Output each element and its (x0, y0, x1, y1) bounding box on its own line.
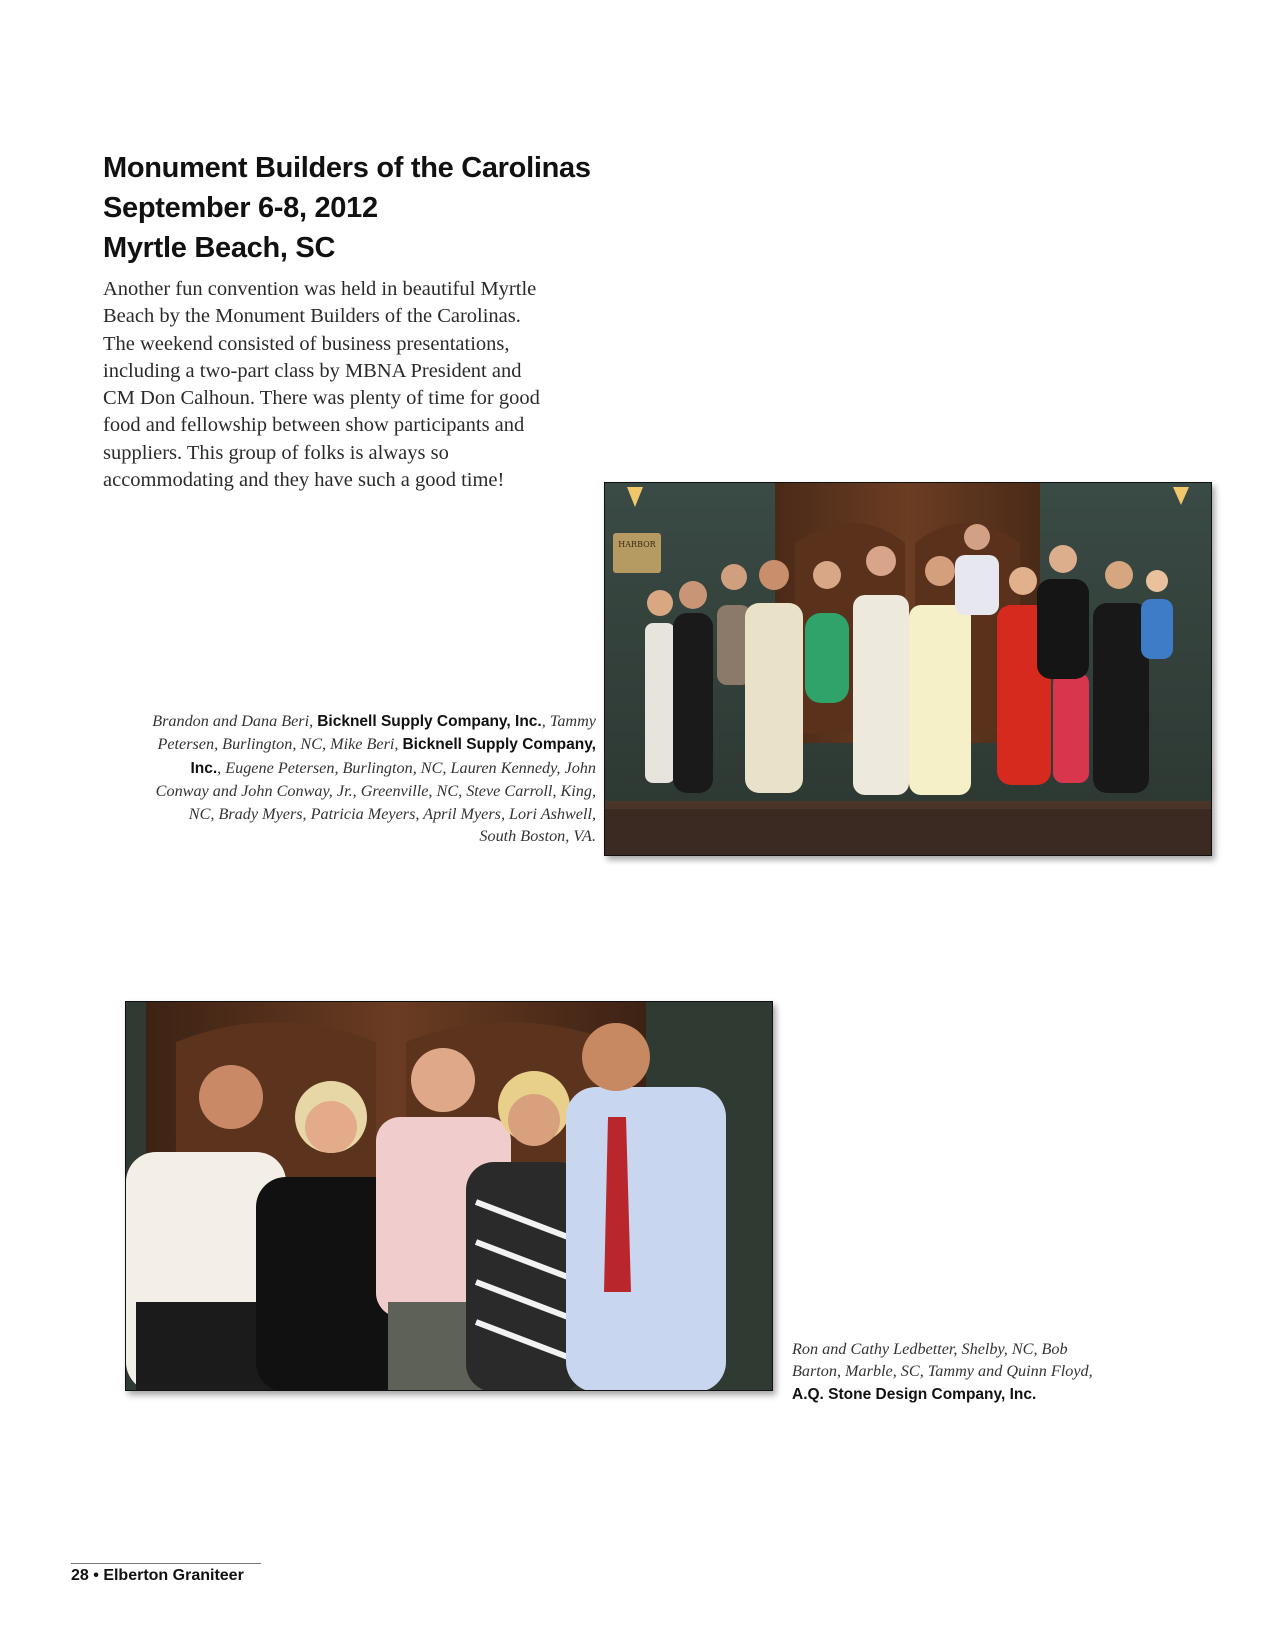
caption2-company-1: A.Q. Stone Design Company, Inc. (792, 1385, 1037, 1403)
caption1-company-1: Bicknell Supply Company, Inc. (317, 713, 542, 730)
footer-rule (71, 1563, 261, 1564)
group-photo-illustration (605, 483, 1211, 855)
harbor-sign-text: HARBOR (618, 540, 656, 549)
page-footer (71, 1567, 244, 1585)
headline-line-1: Monument Builders of the Carolinas (103, 152, 591, 184)
publication-name: Elberton Graniteer (103, 1567, 244, 1584)
five-person-photo-caption (792, 1338, 1112, 1406)
headline-line-3: Myrtle Beach, SC (103, 232, 336, 264)
group-photo (604, 482, 1212, 856)
article-headline (103, 148, 591, 268)
five-person-photo (125, 1001, 773, 1391)
group-photo-caption (150, 710, 596, 847)
page-number: 28 (71, 1567, 89, 1584)
headline-line-2: September 6-8, 2012 (103, 192, 378, 224)
footer-separator: • (93, 1567, 99, 1584)
caption1-company-2: Bicknell Supply Company, Inc. (190, 736, 596, 777)
article-body: Another fun convention was held in beautiful Myrtle Beach by the Monument Builders of the Carolinas. The weekend consisted of business presentations, including a two-part class by MBNA President and CM Don Calhoun. There was plenty of time for good food and fellowship between show participants and suppliers. This group of folks is always so accommodating and they have such a good time! (103, 278, 540, 492)
five-person-photo-illustration (126, 1002, 772, 1390)
caption2-text-1: Ron and Cathy Ledbetter, Shelby, NC, Bob Barton, Marble, SC, Tammy and Quinn Floyd, (792, 1340, 1093, 1381)
caption1-text-1: Brandon and Dana Beri, (152, 712, 318, 730)
caption1-text-2: , Tammy Petersen, Burlington, NC, Mike Beri, (157, 712, 596, 754)
caption1-text-3: , Eugene Petersen, Burlington, NC, Lauren Kennedy, John Conway and John Conway, Jr., Greenville, NC, Steve Carroll, King, NC, Brady Myers, Patricia Meyers, April Myers, Lori Ashwell, South Boston, VA. (155, 758, 596, 846)
